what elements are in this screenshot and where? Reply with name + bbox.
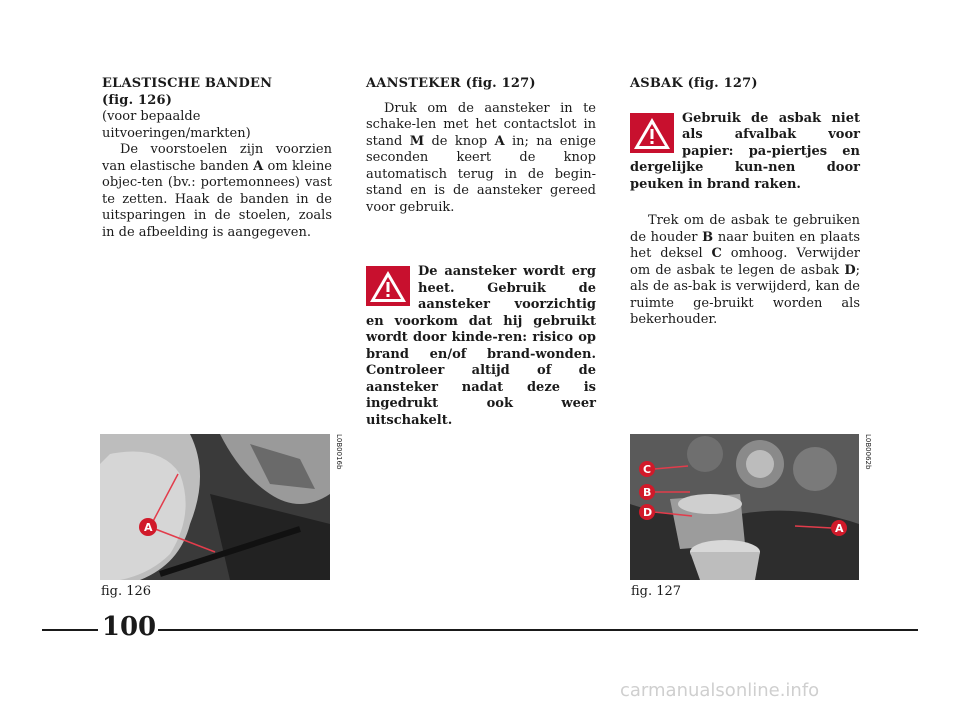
text-run: A: [494, 133, 505, 149]
page-number: 100: [101, 612, 157, 642]
callout-a-label: A: [144, 521, 153, 534]
text-run: in; na enige seconden keert de knop automatisch terug in de begin-stand en is de aansteker gereed voor gebruik.: [366, 133, 597, 215]
callout-d-label: D: [643, 506, 653, 519]
figure-126-photo: [100, 434, 330, 580]
warning-triangle-icon: [366, 266, 410, 306]
heading-line: (fig. 126): [102, 92, 173, 108]
text-run: Druk om de aansteker in te schake-len met het contactslot in stand: [366, 100, 596, 149]
warning-lighter: [366, 264, 596, 429]
warning-text: Gebruik de asbak niet als afvalbak voor papier: pa-piertjes en dergelijke kun-nen door peuken in brand raken.: [630, 110, 860, 192]
warning-text: De aansteker wordt erg heet. Gebruik de aansteker voorzichtig en voorkom dat hij gebruikt wordt door kinde-ren: risico op brand en/of brand-wonden. Controleer altijd of de aansteker nadat deze is ingedrukt ook weer uitschakelt.: [366, 264, 596, 428]
warning-ashtray: [630, 111, 860, 194]
sub-line: uitvoeringen/markten): [102, 125, 251, 141]
figure-127-caption: fig. 127: [631, 584, 682, 599]
paragraph-elastic-bands: [102, 142, 332, 241]
footer-rule-left: [42, 629, 98, 631]
heading-line: ELASTISCHE BANDEN: [102, 76, 273, 91]
text-run: A: [253, 158, 264, 174]
text-run: D: [844, 262, 856, 278]
callout-a-label: A: [835, 522, 844, 535]
text-run: C: [711, 246, 722, 261]
column-ashtray: [630, 76, 860, 329]
text-run: om kleine objec-ten (bv.: portemonnees) vast te zetten. Haak de banden in de uitsparingen in de stoelen, zoals in de afbeelding is aangegeven.: [102, 158, 333, 240]
paragraph-lighter: [366, 101, 596, 217]
column-elastic-bands: [102, 76, 332, 241]
console-illustration: [630, 434, 859, 580]
warning-triangle-icon: [630, 113, 674, 153]
column-lighter: [366, 76, 596, 429]
seat-illustration: [100, 434, 330, 580]
figure-126-code: L0B0016b: [335, 434, 343, 470]
watermark: carmanualsonline.info: [620, 680, 820, 701]
text-run: Trek om de asbak te gebruiken de houder: [630, 213, 860, 245]
heading-lighter: AANSTEKER (fig. 127): [366, 76, 536, 91]
figure-127-code: L0B0062b: [864, 434, 872, 470]
figure-126-caption: fig. 126: [101, 584, 152, 599]
text-run: ; als de as-bak is verwijderd, kan de ruimte ge-bruikt worden als bekerhouder.: [630, 262, 860, 327]
callout-b-label: B: [643, 486, 652, 499]
text-run: B: [702, 229, 714, 245]
figure-127-photo: [630, 434, 859, 580]
text-run: de knop: [424, 133, 495, 149]
text-run: De voorstoelen zijn voorzien van elastische banden: [102, 142, 332, 174]
subheading-variants: [102, 109, 332, 142]
callout-c-label: C: [643, 463, 652, 476]
heading-ashtray: ASBAK (fig. 127): [630, 76, 758, 91]
paragraph-ashtray: [630, 213, 860, 329]
footer-rule-right: [158, 629, 918, 631]
sub-line: (voor bepaalde: [102, 109, 201, 124]
text-run: naar buiten en plaats het deksel: [630, 229, 860, 261]
text-run: M: [409, 133, 425, 149]
heading-elastic-bands: [102, 76, 332, 109]
text-run: omhoog. Verwijder om de asbak te legen de asbak: [630, 246, 860, 278]
